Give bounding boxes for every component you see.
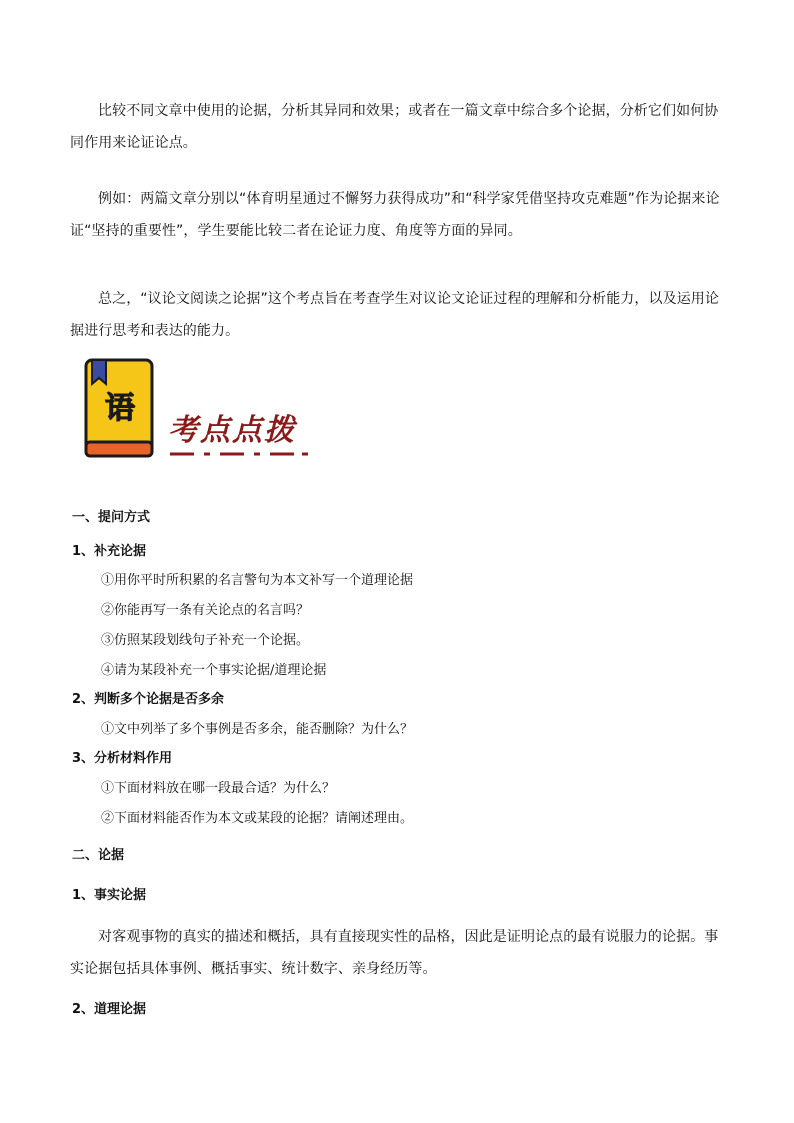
list-item: ③仿照某段划线句子补充一个论据。: [101, 633, 310, 648]
section-1-sub-2-heading: 2、判断多个论据是否多余: [72, 692, 225, 707]
section-1-sub-3-heading: 3、分析材料作用: [72, 751, 173, 766]
section-2-heading: 二、论据: [72, 848, 125, 863]
section-1-heading: 一、提问方式: [72, 510, 151, 525]
list-item: ②你能再写一条有关论点的名言吗？: [101, 603, 310, 618]
list-item: ①下面材料放在哪一段最合适？为什么？: [101, 781, 336, 796]
list-item: ①文中列举了多个事例是否多余，能否删除？为什么？: [101, 722, 414, 737]
section-2-sub-2-heading: 2、道理论据: [72, 1002, 147, 1017]
book-char: 语: [105, 391, 135, 426]
list-item: ④请为某段补充一个事实论据/道理论据: [101, 663, 327, 678]
section-1-sub-1-heading: 1、补充论据: [72, 544, 147, 559]
intro-paragraph-2: 例如：两篇文章分别以“体育明星通过不懈努力获得成功”和“科学家凭借坚持攻克难题”作为论据来论证“坚持的重要性”，学生要能比较二者在论证力度、角度等方面的异同。: [70, 191, 720, 239]
fact-evidence-paragraph: 对客观事物的真实的描述和概括，具有直接现实性的品格，因此是证明论点的最有说服力的论据。事实论据包括具体事例、概括事实、统计数字、亲身经历等。: [70, 929, 719, 977]
list-item: ②下面材料能否作为本文或某段的论据？请阐述理由。: [101, 811, 414, 826]
banner-title: 考点点拨: [168, 413, 296, 448]
section-2-sub-1-heading: 1、事实论据: [72, 888, 147, 903]
list-item: ①用你平时所积累的名言警句为本文补写一个道理论据: [101, 573, 414, 588]
kaodian-banner: [84, 358, 324, 460]
intro-paragraph-1: 比较不同文章中使用的论据，分析其异同和效果；或者在一篇文章中综合多个论据，分析它们如何协同作用来论证论点。: [70, 103, 719, 151]
intro-paragraph-3: 总之，“议论文阅读之论据”这个考点旨在考查学生对议论文论证过程的理解和分析能力，以及运用论据进行思考和表达的能力。: [70, 291, 720, 339]
book-icon: [84, 358, 324, 460]
